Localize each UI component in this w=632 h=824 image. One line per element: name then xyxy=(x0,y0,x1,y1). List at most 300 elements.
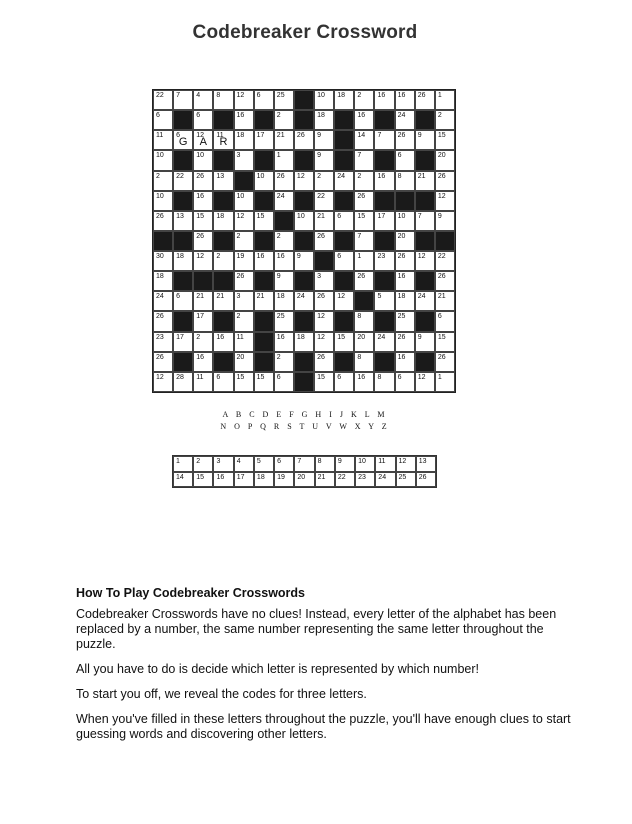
key-cell[interactable]: 23 xyxy=(355,472,375,488)
grid-cell[interactable] xyxy=(334,291,354,311)
cell-code-number: 9 xyxy=(296,253,301,261)
black-square xyxy=(374,191,394,211)
grid-cell[interactable] xyxy=(374,372,394,392)
grid-cell[interactable] xyxy=(435,372,455,392)
grid-cell[interactable] xyxy=(374,332,394,352)
grid-cell[interactable] xyxy=(234,191,254,211)
grid-cell[interactable] xyxy=(274,352,294,372)
grid-cell[interactable] xyxy=(274,372,294,392)
grid-cell[interactable] xyxy=(294,171,314,191)
grid-cell[interactable] xyxy=(395,211,415,231)
grid-cell[interactable] xyxy=(274,150,294,170)
grid-cell[interactable] xyxy=(153,171,173,191)
grid-cell[interactable] xyxy=(234,372,254,392)
cell-code-number: 26 xyxy=(357,192,366,200)
grid-cell[interactable] xyxy=(334,211,354,231)
black-square xyxy=(314,251,334,271)
grid-cell[interactable] xyxy=(153,271,173,291)
grid-cell[interactable] xyxy=(234,231,254,251)
grid-cell[interactable] xyxy=(395,291,415,311)
instructions-paragraph-4: When you've filled in these letters throughout the puzzle, you'll have enough clues to start guessing words and discovering other letters. xyxy=(76,712,571,741)
grid-cell[interactable] xyxy=(193,311,213,331)
grid-cell[interactable] xyxy=(395,352,415,372)
grid-cell[interactable] xyxy=(234,332,254,352)
key-cell[interactable]: 21 xyxy=(315,472,335,488)
key-cell[interactable]: 9 xyxy=(335,456,355,472)
grid-cell[interactable] xyxy=(153,352,173,372)
black-square xyxy=(374,311,394,331)
cell-code-number: 2 xyxy=(216,253,221,261)
grid-cell[interactable] xyxy=(314,90,334,110)
cell-code-number: 7 xyxy=(357,152,362,160)
grid-cell[interactable] xyxy=(354,271,374,291)
grid-cell[interactable] xyxy=(314,171,334,191)
grid-cell[interactable] xyxy=(435,110,455,130)
cell-code-number: 21 xyxy=(276,132,285,140)
grid-cell[interactable] xyxy=(314,271,334,291)
grid-cell[interactable] xyxy=(254,211,274,231)
cell-code-number: 24 xyxy=(377,333,386,341)
cell-code-number: 19 xyxy=(236,253,245,261)
key-cell[interactable]: 24 xyxy=(375,472,395,488)
grid-cell[interactable] xyxy=(395,251,415,271)
cell-code-number: 23 xyxy=(377,253,386,261)
grid-cell[interactable] xyxy=(234,352,254,372)
key-cell[interactable]: 6 xyxy=(274,456,294,472)
grid-cell[interactable] xyxy=(213,372,233,392)
grid-cell[interactable] xyxy=(415,211,435,231)
grid-cell[interactable] xyxy=(193,150,213,170)
grid-cell[interactable] xyxy=(395,332,415,352)
black-square xyxy=(254,332,274,352)
cell-code-number: 11 xyxy=(196,373,204,381)
grid-cell[interactable] xyxy=(193,130,213,150)
key-cell[interactable]: 25 xyxy=(396,472,416,488)
grid-cell[interactable] xyxy=(193,372,213,392)
cell-code-number: 12 xyxy=(196,132,205,140)
grid-cell[interactable] xyxy=(274,271,294,291)
cell-code-number: 18 xyxy=(216,212,225,220)
cell-code-number: 12 xyxy=(236,92,245,99)
grid-cell[interactable] xyxy=(173,372,193,392)
grid-cell[interactable] xyxy=(354,191,374,211)
grid-cell[interactable] xyxy=(314,130,334,150)
grid-cell[interactable] xyxy=(193,211,213,231)
key-cell[interactable]: 26 xyxy=(416,472,436,488)
black-square xyxy=(334,150,354,170)
alphabet-row-1: A B C D E F G H I J K L M xyxy=(222,410,388,419)
grid-cell[interactable] xyxy=(294,251,314,271)
grid-cell[interactable] xyxy=(254,130,274,150)
grid-cell[interactable] xyxy=(153,291,173,311)
grid-cell[interactable] xyxy=(173,332,193,352)
cell-code-number: 12 xyxy=(296,172,305,180)
grid-cell[interactable] xyxy=(153,332,173,352)
cell-code-number: 26 xyxy=(437,353,446,361)
grid-cell[interactable] xyxy=(354,171,374,191)
grid-cell[interactable] xyxy=(314,332,334,352)
cell-code-number: 9 xyxy=(317,132,321,140)
cell-code-number: 10 xyxy=(156,192,164,200)
cell-code-number: 16 xyxy=(377,172,386,180)
cell-code-number: 26 xyxy=(296,132,305,140)
grid-cell[interactable] xyxy=(354,90,374,110)
grid-cell[interactable] xyxy=(435,130,455,150)
grid-cell[interactable] xyxy=(395,372,415,392)
grid-cell[interactable] xyxy=(374,211,394,231)
grid-cell[interactable] xyxy=(173,171,193,191)
grid-cell[interactable] xyxy=(153,372,173,392)
cell-code-number: 17 xyxy=(176,333,184,341)
cell-code-number: 8 xyxy=(377,373,382,381)
grid-cell[interactable] xyxy=(193,231,213,251)
grid-cell[interactable] xyxy=(153,110,173,130)
cell-code-number: 26 xyxy=(397,333,406,341)
key-cell[interactable]: 16 xyxy=(213,472,233,488)
grid-cell[interactable] xyxy=(254,372,274,392)
grid-cell[interactable] xyxy=(213,90,233,110)
cell-code-number: 2 xyxy=(236,313,241,321)
key-cell[interactable]: 18 xyxy=(254,472,274,488)
cell-code-number: 12 xyxy=(337,293,345,301)
grid-cell[interactable] xyxy=(374,130,394,150)
grid-cell[interactable] xyxy=(193,90,213,110)
grid-cell[interactable] xyxy=(435,291,455,311)
cell-code-number: 16 xyxy=(397,273,406,281)
grid-cell[interactable] xyxy=(153,150,173,170)
grid-cell[interactable] xyxy=(334,372,354,392)
grid-cell[interactable] xyxy=(415,90,435,110)
grid-cell[interactable] xyxy=(274,171,294,191)
grid-cell[interactable] xyxy=(274,311,294,331)
key-cell[interactable]: 5 xyxy=(254,456,274,472)
grid-cell[interactable] xyxy=(374,90,394,110)
cell-code-number: 8 xyxy=(397,172,402,180)
cell-code-number: 9 xyxy=(276,273,281,281)
cell-code-number: 7 xyxy=(377,132,382,140)
grid-cell[interactable] xyxy=(354,251,374,271)
grid-cell[interactable] xyxy=(294,291,314,311)
grid-cell[interactable] xyxy=(234,251,254,271)
cell-code-number: 18 xyxy=(276,293,285,301)
cell-code-number: 16 xyxy=(397,353,406,361)
cell-code-number: 30 xyxy=(156,253,164,261)
cell-code-number: 16 xyxy=(196,192,205,200)
grid-cell[interactable] xyxy=(213,332,233,352)
alphabet-row-2: N O P Q R S T U V W X Y Z xyxy=(220,422,390,431)
black-square xyxy=(173,231,193,251)
grid-cell[interactable] xyxy=(193,191,213,211)
grid-cell[interactable] xyxy=(153,211,173,231)
instructions xyxy=(76,586,576,752)
cell-code-number: 21 xyxy=(417,172,426,180)
grid-cell[interactable] xyxy=(395,90,415,110)
grid-cell[interactable] xyxy=(435,271,455,291)
cell-code-number: 17 xyxy=(196,313,205,321)
grid-cell[interactable] xyxy=(274,231,294,251)
key-cell[interactable]: 3 xyxy=(213,456,233,472)
key-cell[interactable]: 8 xyxy=(315,456,335,472)
cell-code-number: 22 xyxy=(317,192,325,200)
black-square xyxy=(213,191,233,211)
grid-cell[interactable] xyxy=(234,150,254,170)
grid-cell[interactable] xyxy=(153,130,173,150)
grid-cell[interactable] xyxy=(234,211,254,231)
grid-cell[interactable] xyxy=(374,251,394,271)
grid-cell[interactable] xyxy=(435,352,455,372)
grid-cell[interactable] xyxy=(213,130,233,150)
grid-cell[interactable] xyxy=(153,191,173,211)
grid-cell[interactable] xyxy=(234,90,254,110)
grid-cell[interactable] xyxy=(213,171,233,191)
grid-cell[interactable] xyxy=(274,251,294,271)
black-square xyxy=(254,191,274,211)
grid-cell[interactable] xyxy=(354,372,374,392)
grid-cell[interactable] xyxy=(415,372,435,392)
grid-cell[interactable] xyxy=(395,231,415,251)
grid-cell[interactable] xyxy=(153,311,173,331)
grid-cell[interactable] xyxy=(173,211,193,231)
grid-cell[interactable] xyxy=(435,311,455,331)
cell-code-number: 16 xyxy=(236,112,245,120)
cell-code-number: 17 xyxy=(256,132,265,140)
grid-cell[interactable] xyxy=(314,191,334,211)
cell-code-number: 2 xyxy=(196,333,201,341)
revealed-letter: G xyxy=(178,136,188,149)
grid-cell[interactable] xyxy=(395,271,415,291)
grid-cell[interactable] xyxy=(314,352,334,372)
grid-cell[interactable] xyxy=(193,291,213,311)
grid-cell[interactable] xyxy=(354,231,374,251)
grid-cell[interactable] xyxy=(153,90,173,110)
black-square xyxy=(173,311,193,331)
grid-cell[interactable] xyxy=(415,171,435,191)
grid-cell[interactable] xyxy=(435,90,455,110)
grid-cell[interactable] xyxy=(395,110,415,130)
cell-code-number: 26 xyxy=(156,313,164,321)
grid-cell[interactable] xyxy=(213,251,233,271)
key-cell[interactable]: 12 xyxy=(396,456,416,472)
black-square xyxy=(294,191,314,211)
grid-cell[interactable] xyxy=(173,90,193,110)
grid-cell[interactable] xyxy=(435,150,455,170)
grid-cell[interactable] xyxy=(415,130,435,150)
grid-cell[interactable] xyxy=(395,150,415,170)
grid-cell[interactable] xyxy=(334,332,354,352)
key-cell[interactable]: 13 xyxy=(416,456,436,472)
cell-code-number: 8 xyxy=(357,353,362,361)
grid-cell[interactable] xyxy=(314,211,334,231)
grid-cell[interactable] xyxy=(314,372,334,392)
grid-cell[interactable] xyxy=(193,171,213,191)
black-square xyxy=(254,150,274,170)
cell-code-number: 26 xyxy=(236,273,245,281)
grid-cell[interactable] xyxy=(254,90,274,110)
grid-cell[interactable] xyxy=(234,291,254,311)
grid-cell[interactable] xyxy=(234,110,254,130)
grid-cell[interactable] xyxy=(294,332,314,352)
black-square xyxy=(173,150,193,170)
black-square xyxy=(435,231,455,251)
grid-cell[interactable] xyxy=(294,130,314,150)
black-square xyxy=(415,231,435,251)
grid-cell[interactable] xyxy=(314,150,334,170)
cell-code-number: 3 xyxy=(236,293,241,301)
black-square xyxy=(213,271,233,291)
grid-cell[interactable] xyxy=(173,291,193,311)
grid-cell[interactable] xyxy=(274,90,294,110)
cell-code-number: 26 xyxy=(196,232,205,240)
cell-code-number: 26 xyxy=(437,172,446,180)
black-square xyxy=(173,110,193,130)
grid-cell[interactable] xyxy=(435,191,455,211)
black-square xyxy=(294,90,314,110)
grid-cell[interactable] xyxy=(193,251,213,271)
instructions-heading: How To Play Codebreaker Crosswords xyxy=(76,586,305,600)
grid-cell[interactable] xyxy=(173,130,193,150)
cell-code-number: 6 xyxy=(176,293,181,301)
black-square xyxy=(374,271,394,291)
black-square xyxy=(334,311,354,331)
grid-cell[interactable] xyxy=(193,332,213,352)
code-key-table xyxy=(172,455,437,488)
key-cell[interactable]: 2 xyxy=(193,456,213,472)
cell-code-number: 2 xyxy=(437,112,442,120)
grid-cell[interactable] xyxy=(274,191,294,211)
grid-cell[interactable] xyxy=(213,211,233,231)
black-square xyxy=(374,231,394,251)
cell-code-number: 16 xyxy=(377,92,386,99)
grid-cell[interactable] xyxy=(254,171,274,191)
grid-cell[interactable] xyxy=(274,130,294,150)
cell-code-number: 3 xyxy=(317,273,321,281)
black-square xyxy=(173,271,193,291)
key-cell[interactable]: 11 xyxy=(375,456,395,472)
grid-cell[interactable] xyxy=(415,251,435,271)
black-square xyxy=(294,271,314,291)
grid-cell[interactable] xyxy=(254,251,274,271)
grid-cell[interactable] xyxy=(234,271,254,291)
grid-cell[interactable] xyxy=(213,291,233,311)
cell-code-number: 15 xyxy=(437,333,446,341)
grid-cell[interactable] xyxy=(415,291,435,311)
cell-code-number: 21 xyxy=(437,293,446,301)
grid-cell[interactable] xyxy=(334,90,354,110)
cell-code-number: 26 xyxy=(317,293,325,301)
key-cell[interactable]: 1 xyxy=(173,456,193,472)
cell-code-number: 15 xyxy=(256,373,265,381)
grid-cell[interactable] xyxy=(193,352,213,372)
key-cell[interactable]: 22 xyxy=(335,472,355,488)
key-cell[interactable]: 14 xyxy=(173,472,193,488)
grid-cell[interactable] xyxy=(274,110,294,130)
grid-cell[interactable] xyxy=(314,231,334,251)
cell-code-number: 16 xyxy=(357,112,366,120)
grid-cell[interactable] xyxy=(354,211,374,231)
grid-cell[interactable] xyxy=(354,332,374,352)
grid-cell[interactable] xyxy=(374,171,394,191)
grid-cell[interactable] xyxy=(314,291,334,311)
cell-code-number: 12 xyxy=(437,192,446,200)
grid-cell[interactable] xyxy=(395,130,415,150)
cell-code-number: 7 xyxy=(176,92,181,99)
grid-cell[interactable] xyxy=(254,291,274,311)
grid-cell[interactable] xyxy=(435,251,455,271)
grid-cell[interactable] xyxy=(314,110,334,130)
grid-cell[interactable] xyxy=(354,130,374,150)
cell-code-number: 6 xyxy=(397,373,402,381)
grid-cell[interactable] xyxy=(314,311,334,331)
grid-cell[interactable] xyxy=(334,171,354,191)
grid-cell[interactable] xyxy=(395,171,415,191)
black-square xyxy=(213,110,233,130)
key-cell[interactable]: 7 xyxy=(294,456,314,472)
cell-code-number: 6 xyxy=(216,373,221,381)
grid-cell[interactable] xyxy=(374,291,394,311)
grid-cell[interactable] xyxy=(354,352,374,372)
cell-code-number: 10 xyxy=(156,152,164,160)
grid-cell[interactable] xyxy=(173,251,193,271)
grid-cell[interactable] xyxy=(354,110,374,130)
cell-code-number: 9 xyxy=(317,152,321,160)
black-square xyxy=(415,150,435,170)
instructions-paragraph-1: Codebreaker Crosswords have no clues! Instead, every letter of the alphabet has been replaced by a number, the same number representing the same letter throughout the puzzle. xyxy=(76,607,557,651)
grid-cell[interactable] xyxy=(435,211,455,231)
grid-cell[interactable] xyxy=(354,150,374,170)
grid-cell[interactable] xyxy=(274,291,294,311)
key-cell[interactable]: 10 xyxy=(355,456,375,472)
grid-cell[interactable] xyxy=(274,332,294,352)
black-square xyxy=(415,271,435,291)
grid-cell[interactable] xyxy=(435,171,455,191)
revealed-letter: R xyxy=(219,136,228,149)
grid-cell[interactable] xyxy=(415,332,435,352)
cell-code-number: 18 xyxy=(397,293,406,301)
grid-cell[interactable] xyxy=(153,251,173,271)
grid-cell[interactable] xyxy=(234,311,254,331)
cell-code-number: 15 xyxy=(256,212,265,220)
cell-code-number: 15 xyxy=(337,333,345,341)
cell-code-number: 1 xyxy=(357,253,362,261)
cell-code-number: 2 xyxy=(276,112,281,120)
cell-code-number: 13 xyxy=(216,172,225,180)
key-cell[interactable]: 4 xyxy=(234,456,254,472)
grid-cell[interactable] xyxy=(234,130,254,150)
grid-cell[interactable] xyxy=(354,311,374,331)
key-cell[interactable]: 17 xyxy=(234,472,254,488)
key-cell[interactable]: 15 xyxy=(193,472,213,488)
grid-cell[interactable] xyxy=(395,311,415,331)
instructions-paragraph-3: To start you off, we reveal the codes for three letters. xyxy=(76,687,367,701)
grid-cell[interactable] xyxy=(435,332,455,352)
cell-code-number: 2 xyxy=(276,353,281,361)
grid-cell[interactable] xyxy=(294,211,314,231)
cell-code-number: 15 xyxy=(236,373,245,381)
cell-code-number: 21 xyxy=(216,293,225,301)
cell-code-number: 6 xyxy=(196,112,201,120)
cell-code-number: 9 xyxy=(437,212,442,220)
cell-code-number: 15 xyxy=(196,212,205,220)
cell-code-number: 26 xyxy=(397,132,406,140)
key-cell[interactable]: 19 xyxy=(274,472,294,488)
grid-cell[interactable] xyxy=(193,110,213,130)
grid-cell[interactable] xyxy=(334,251,354,271)
key-cell[interactable]: 20 xyxy=(294,472,314,488)
crossword-grid xyxy=(152,89,456,393)
black-square xyxy=(374,110,394,130)
black-square xyxy=(193,271,213,291)
black-square xyxy=(294,352,314,372)
